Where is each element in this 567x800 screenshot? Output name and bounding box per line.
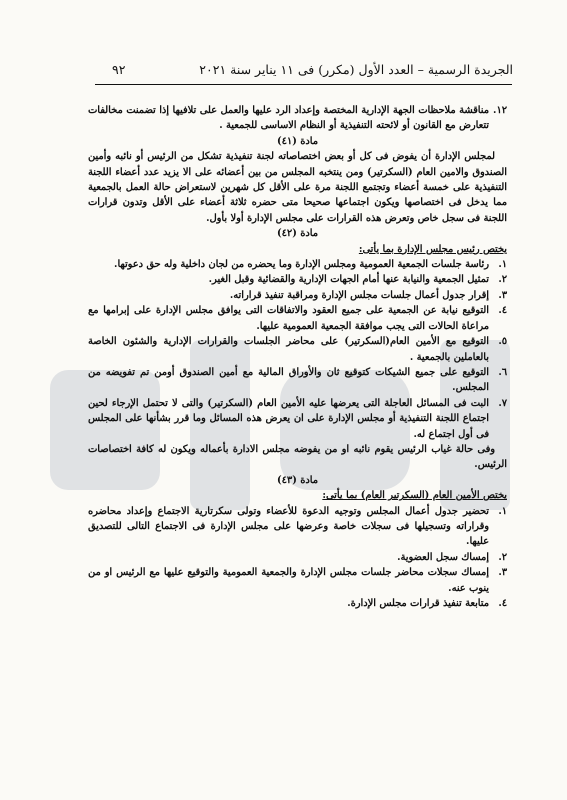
item-text: تمثيل الجمعية والنيابة عنها أمام الجهات الإدارية والقضائية وقبل الغير.	[208, 274, 489, 286]
item-text: مناقشة ملاحظات الجهة الإدارية المختصة وإعداد الرد عليها والعمل على تلافيها إذا تضمنت مخالفات تتعارض مع القانون أو لائحته التنفيذية أو النظام الاساسى للجمعية .	[88, 105, 489, 132]
item-text: متابعة تنفيذ قرارات مجلس الإدارة.	[347, 598, 489, 609]
item-number: ٣.	[498, 289, 507, 301]
header-title: الجريدة الرسمية – العدد الأول (مكرر) فى ١١ يناير سنة ٢٠٢١	[199, 62, 513, 77]
article-43-heading: مادة (٤٣)	[277, 474, 318, 486]
list-item	[88, 596, 507, 611]
item-text: البت فى المسائل العاجلة التى يعرضها عليه الأمين العام (السكرتير) والتى لا تحتمل الإرجاء لحين اجتماع اللجنة التنفيذية أو مجلس الإدارة على ان يعرض هذه المسائل وما قرر بشأنها على المجلس فى أول اجتماع له.	[88, 397, 489, 440]
list-item	[88, 272, 507, 287]
item-number: ٤.	[498, 598, 507, 609]
item-number: ١.	[498, 259, 507, 271]
item-text: إقرار جدول أعمال جلسات مجلس الإدارة ومراقبة تنفيذ قراراته.	[229, 289, 489, 301]
item-number: ٧.	[498, 397, 507, 409]
item-number: ٢.	[498, 274, 507, 286]
article-42-section-title: يختص رئيس مجلس الإدارة بما يأتى:	[358, 243, 507, 255]
item-text: تحضير جدول أعمال المجلس وتوجيه الدعوة للأعضاء وتولى سكرتارية الاجتماع وإعداد محاضره وقراراته وتسجيلها فى سجلات خاصة وعرضها على مجلس الإدارة فى الاجتماع التالى للتصديق عليها.	[88, 505, 489, 548]
article-42-closing: وفى حالة غياب الرئيس يقوم نائبه او من يفوضه مجلس الادارة بأعماله ويكون له كافة اختصاصات الرئيس.	[88, 443, 507, 471]
article-41-text: لمجلس الإدارة أن يفوض فى كل أو بعض اختصاصاته لجنة تنفيذية تشكل من الرئيس أو نائبه وأمين الصندوق والامين العام (السكرتير) ومن ينتخبه المجلس من بين أعضائه على الا يزيد عدد أعضاء اللجنة التنفيذية على خمسة أعضاء وتجتمع اللجنة مرة على الأقل كل شهرين لاستعراض حالة العمل بالجمعية مما يدخل فى اختصاصها ويكون اجتماعها صحيحا متى حضره ثلاثة أعضاء على الأقل وتدون قرارات اللجنة فى سجل خاص وتعرض هذه القرارات على مجلس الإدارة أولا بأول.	[88, 151, 507, 224]
item-text: إمساك سجلات محاضر جلسات مجلس الإدارة والجمعية العمومية والتوقيع عليها مع الرئيس او من ينوب عنه.	[88, 567, 489, 594]
list-item	[88, 550, 507, 565]
article-41-heading: مادة (٤١)	[277, 135, 318, 147]
article-43-section-title: يختص الأمين العام (السكرتير العام) بما يأتى:	[322, 490, 507, 502]
header-rule	[95, 84, 512, 85]
list-item	[88, 365, 507, 396]
item-number: ٣.	[498, 567, 507, 579]
item-number: ٦.	[498, 366, 507, 378]
list-item	[88, 334, 507, 365]
list-item	[88, 565, 507, 596]
list-item	[88, 288, 507, 303]
item-text: رئاسة جلسات الجمعية العمومية ومجلس الإدارة وما يحضره من لجان داخلية وله حق دعوتها.	[114, 259, 489, 271]
item-number: ٤.	[498, 305, 507, 317]
item-number: ١.	[498, 505, 507, 517]
page-number: ٩٢	[112, 62, 126, 77]
list-item	[88, 396, 507, 442]
item-text: التوقيع على جميع الشيكات كتوقيع ثان والأوراق المالية مع أمين الصندوق أومن تم تفويضه من المجلس.	[88, 366, 489, 394]
item-text: إمساك سجل العضوية.	[397, 551, 489, 563]
item-number: ١٢.	[493, 105, 507, 116]
article-42-heading: مادة (٤٢)	[277, 228, 318, 240]
item-text: التوقيع مع الأمين العام(السكرتير) على محاضر الجلسات والقرارات الإدارية والشئون الخاصة بالعاملين بالجمعية .	[88, 336, 489, 363]
list-item	[88, 103, 507, 134]
list-item	[88, 504, 507, 550]
page-header	[112, 62, 513, 77]
list-item	[88, 257, 507, 272]
item-number: ٢.	[498, 551, 507, 563]
list-item	[88, 303, 507, 334]
document-body	[88, 103, 507, 611]
item-number: ٥.	[498, 336, 507, 348]
item-text: التوقيع نيابة عن الجمعية على جميع العقود والاتفاقات التى يوافق مجلس الإدارة على إبرامها مع مراعاة الحالات التى يجب موافقة الجمعية العمومية عليها.	[88, 305, 489, 332]
